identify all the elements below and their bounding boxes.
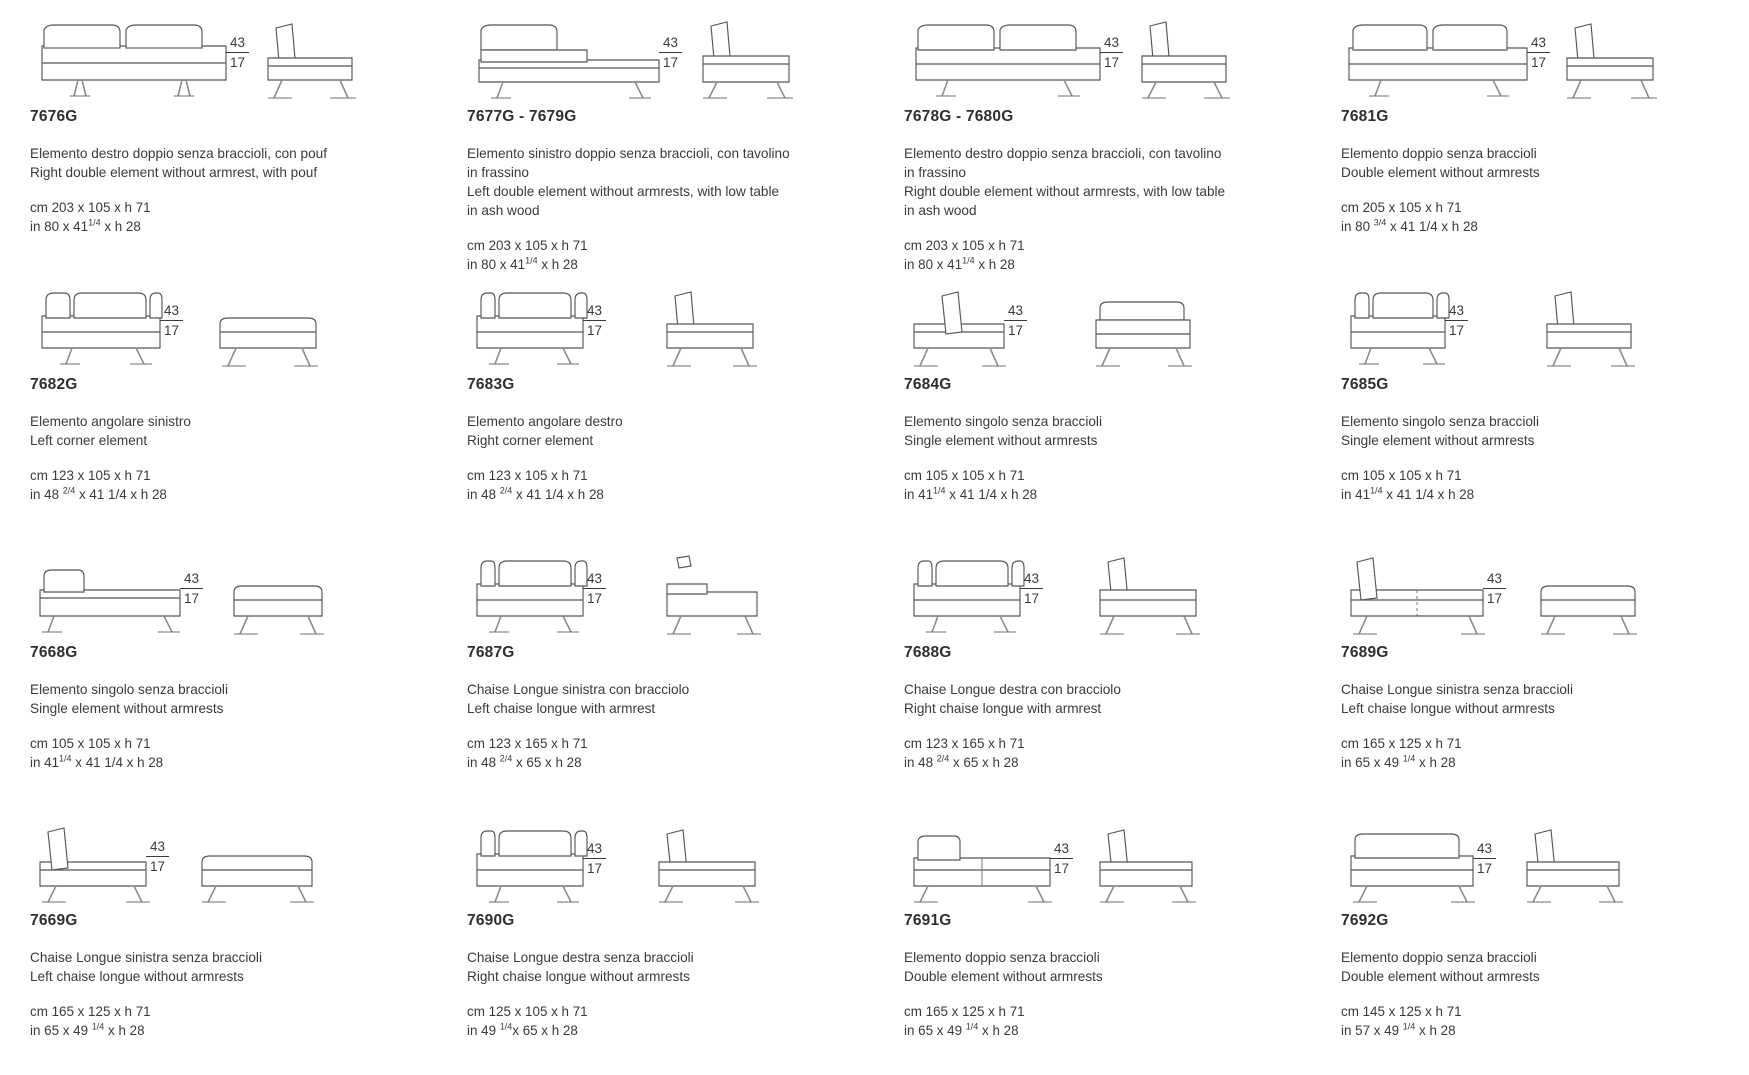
description-en: Left chaise longue with armrest [467, 701, 656, 716]
height-mark-7682g [160, 302, 183, 339]
sofa-elevation-drawing [467, 812, 787, 912]
dimensions-cm: cm 105 x 105 x h 71 [1341, 468, 1462, 483]
product-description [467, 144, 860, 220]
dim-in-fraction: 1/4 [499, 1021, 513, 1032]
height-bottom-value: 17 [1449, 323, 1465, 338]
description-en: Single element without armrests [904, 433, 1098, 448]
dim-in-suffix: x 65 x h 28 [512, 1023, 578, 1038]
dimensions-in [30, 217, 423, 236]
height-bottom-value: 17 [1477, 861, 1493, 876]
height-mark-7690g [583, 840, 606, 877]
height-top-value: 43 [226, 34, 249, 53]
height-top-value: 43 [1050, 840, 1073, 859]
description-it: Elemento singolo senza braccioli [904, 414, 1102, 429]
dim-in-fraction: 1/4 [88, 217, 101, 228]
height-top-value: 43 [583, 570, 606, 589]
height-top-value: 43 [1527, 34, 1550, 53]
catalog-item-7688g [874, 536, 1311, 804]
product-drawing-7691g [904, 804, 1297, 912]
product-code: 7668G [30, 644, 78, 661]
product-drawing-7676g [30, 0, 423, 108]
height-mark-7681g [1527, 34, 1550, 71]
height-mark-7684g [1004, 302, 1027, 339]
height-bottom-value: 17 [1008, 323, 1024, 338]
product-drawing-7688g [904, 536, 1297, 644]
sofa-elevation-drawing [467, 276, 787, 376]
product-dimensions [904, 734, 1297, 772]
height-top-value: 43 [146, 838, 169, 857]
product-description [1341, 948, 1734, 986]
product-dimensions [30, 198, 423, 236]
dim-in-fraction: 2/4 [936, 753, 950, 764]
catalog-item-7681g [1311, 0, 1748, 268]
sofa-elevation-drawing [904, 544, 1224, 644]
dim-in-prefix: in 48 [904, 755, 937, 770]
product-drawing-7687g [467, 536, 860, 644]
product-description [1341, 412, 1734, 450]
catalog-item-7676g [0, 0, 437, 268]
product-dimensions [904, 466, 1297, 504]
dimensions-in [30, 1021, 423, 1040]
description-en: Left corner element [30, 433, 148, 448]
product-code: 7682G [30, 376, 78, 393]
height-bottom-value: 17 [1054, 861, 1070, 876]
dimensions-cm: cm 105 x 105 x h 71 [30, 736, 151, 751]
description-it: Elemento doppio senza braccioli [1341, 146, 1537, 161]
height-mark-7669g [146, 838, 169, 875]
description-it: Elemento singolo senza braccioli [1341, 414, 1539, 429]
height-mark-7691g [1050, 840, 1073, 877]
dim-in-suffix: x 41 1/4 x h 28 [75, 487, 167, 502]
description-it: Elemento destro doppio senza braccioli, con pouf [30, 146, 327, 161]
height-top-value: 43 [583, 302, 606, 321]
sofa-elevation-drawing [30, 812, 350, 912]
dimensions-in [1341, 217, 1734, 236]
dim-in-prefix: in 65 x 49 [904, 1023, 966, 1038]
height-mark-7687g [583, 570, 606, 607]
dim-in-suffix: x 41 1/4 x h 28 [945, 487, 1038, 502]
sofa-elevation-drawing [30, 8, 360, 108]
description-en-line2: in ash wood [904, 203, 977, 218]
dim-in-suffix: x h 28 [100, 219, 141, 234]
product-description [30, 412, 423, 450]
product-code: 7683G [467, 376, 515, 393]
dimensions-cm: cm 203 x 105 x h 71 [904, 238, 1025, 253]
description-en-line2: in ash wood [467, 203, 540, 218]
catalog-item-7669g [0, 804, 437, 1072]
dim-in-fraction: 2/4 [499, 753, 513, 764]
description-it-line2: in frassino [467, 165, 529, 180]
dimensions-cm: cm 123 x 105 x h 71 [30, 468, 151, 483]
catalog-item-7684g [874, 268, 1311, 536]
dimensions-in [904, 485, 1297, 504]
product-code: 7676G [30, 108, 78, 125]
product-dimensions [904, 1002, 1297, 1040]
dim-in-suffix: x 65 x h 28 [512, 755, 582, 770]
height-bottom-value: 17 [1104, 55, 1120, 70]
dim-in-suffix: x h 28 [978, 1023, 1019, 1038]
dim-in-suffix: x h 28 [974, 257, 1015, 272]
dim-in-prefix: in 65 x 49 [1341, 755, 1403, 770]
dimensions-in [1341, 753, 1734, 772]
dimensions-in [904, 1021, 1297, 1040]
product-dimensions [1341, 1002, 1734, 1040]
product-drawing-7668g [30, 536, 423, 644]
description-en: Left chaise longue without armrests [30, 969, 244, 984]
product-description [467, 948, 860, 986]
dimensions-in [467, 753, 860, 772]
catalog-item-7683g [437, 268, 874, 536]
product-code: 7691G [904, 912, 952, 929]
dim-in-suffix: x 41 1/4 x h 28 [1386, 219, 1478, 234]
description-en: Single element without armrests [1341, 433, 1535, 448]
catalog-item-7689g [1311, 536, 1748, 804]
dim-in-suffix: x 41 1/4 x h 28 [1382, 487, 1475, 502]
dim-in-suffix: x 41 1/4 x h 28 [71, 755, 164, 770]
product-drawing-7669g [30, 804, 423, 912]
dim-in-fraction: 1/4 [1402, 1021, 1416, 1032]
description-it: Chaise Longue destra con bracciolo [904, 682, 1121, 697]
dim-in-fraction: 1/4 [1402, 753, 1416, 764]
product-drawing-7681g [1341, 0, 1734, 108]
sofa-elevation-drawing [467, 544, 787, 644]
product-dimensions [467, 734, 860, 772]
product-dimensions [30, 466, 423, 504]
description-en: Double element without armrests [1341, 969, 1540, 984]
product-code: 7684G [904, 376, 952, 393]
dimensions-in [1341, 485, 1734, 504]
height-bottom-value: 17 [663, 55, 679, 70]
description-it: Chaise Longue destra senza braccioli [467, 950, 694, 965]
product-description [904, 948, 1297, 986]
height-mark-7678g [1100, 34, 1123, 71]
product-dimensions [1341, 466, 1734, 504]
dimensions-cm: cm 123 x 165 x h 71 [467, 736, 588, 751]
dim-in-prefix: in 48 [30, 487, 63, 502]
dim-in-prefix: in 80 x 41 [904, 257, 963, 272]
dimensions-cm: cm 203 x 105 x h 71 [30, 200, 151, 215]
description-it: Elemento angolare destro [467, 414, 623, 429]
dim-in-prefix: in 80 x 41 [467, 257, 526, 272]
product-description [467, 412, 860, 450]
description-en: Right chaise longue without armrests [467, 969, 690, 984]
height-top-value: 43 [1004, 302, 1027, 321]
dimensions-cm: cm 165 x 125 x h 71 [904, 1004, 1025, 1019]
dim-in-prefix: in 41 [30, 755, 60, 770]
catalog-item-7690g [437, 804, 874, 1072]
dimensions-cm: cm 165 x 125 x h 71 [30, 1004, 151, 1019]
product-description [904, 412, 1297, 450]
sofa-elevation-drawing [1341, 276, 1661, 376]
height-bottom-value: 17 [1024, 591, 1040, 606]
height-top-value: 43 [160, 302, 183, 321]
sofa-elevation-drawing [1341, 812, 1661, 912]
product-drawing-7684g [904, 268, 1297, 376]
product-description [30, 144, 423, 182]
height-bottom-value: 17 [1531, 55, 1547, 70]
height-bottom-value: 17 [164, 323, 180, 338]
dim-in-fraction: 1/4 [933, 485, 946, 496]
height-bottom-value: 17 [230, 55, 246, 70]
dim-in-suffix: x 65 x h 28 [949, 755, 1019, 770]
product-code: 7685G [1341, 376, 1389, 393]
product-code: 7681G [1341, 108, 1389, 125]
description-en: Right double element without armrests, with low table [904, 184, 1226, 199]
dim-in-prefix: in 48 [467, 487, 500, 502]
sofa-elevation-drawing [30, 276, 350, 376]
product-description [1341, 144, 1734, 182]
description-it: Elemento doppio senza braccioli [904, 950, 1100, 965]
product-code: 7690G [467, 912, 515, 929]
dim-in-prefix: in 49 [467, 1023, 500, 1038]
product-code: 7688G [904, 644, 952, 661]
product-drawing-7677g [467, 0, 860, 108]
description-en: Right corner element [467, 433, 594, 448]
sofa-elevation-drawing [467, 8, 797, 108]
height-mark-7676g [226, 34, 249, 71]
dimensions-in [1341, 1021, 1734, 1040]
height-top-value: 43 [1473, 840, 1496, 859]
height-top-value: 43 [659, 34, 682, 53]
description-en: Double element without armrests [904, 969, 1103, 984]
product-code: 7669G [30, 912, 78, 929]
dim-in-prefix: in 41 [1341, 487, 1371, 502]
dim-in-prefix: in 80 x 41 [30, 219, 89, 234]
product-description [904, 680, 1297, 718]
dim-in-fraction: 1/4 [965, 1021, 979, 1032]
dimensions-cm: cm 105 x 105 x h 71 [904, 468, 1025, 483]
description-it: Chaise Longue sinistra con bracciolo [467, 682, 690, 697]
height-mark-7688g [1020, 570, 1043, 607]
dimensions-cm: cm 145 x 125 x h 71 [1341, 1004, 1462, 1019]
product-dimensions [30, 1002, 423, 1040]
sofa-elevation-drawing [1341, 8, 1661, 108]
catalog-item-7682g [0, 268, 437, 536]
dimensions-in [30, 485, 423, 504]
height-bottom-value: 17 [150, 859, 166, 874]
height-mark-7689g [1483, 570, 1506, 607]
dim-in-prefix: in 80 [1341, 219, 1374, 234]
product-dimensions [1341, 734, 1734, 772]
dim-in-fraction: 1/4 [1370, 485, 1383, 496]
product-drawing-7683g [467, 268, 860, 376]
product-dimensions [1341, 198, 1734, 236]
height-mark-7692g [1473, 840, 1496, 877]
product-description [1341, 680, 1734, 718]
sofa-elevation-drawing [904, 276, 1224, 376]
description-it: Elemento sinistro doppio senza braccioli, con tavolino [467, 146, 790, 161]
dimensions-cm: cm 165 x 125 x h 71 [1341, 736, 1462, 751]
dim-in-suffix: x h 28 [1415, 755, 1456, 770]
product-dimensions [467, 1002, 860, 1040]
dimensions-cm: cm 205 x 105 x h 71 [1341, 200, 1462, 215]
description-it: Chaise Longue sinistra senza braccioli [30, 950, 262, 965]
height-bottom-value: 17 [587, 861, 603, 876]
product-drawing-7685g [1341, 268, 1734, 376]
catalog-item-7677g-7679g [437, 0, 874, 272]
catalog-item-7687g [437, 536, 874, 804]
height-top-value: 43 [1020, 570, 1043, 589]
product-description [904, 144, 1297, 220]
description-en: Single element without armrests [30, 701, 224, 716]
dim-in-fraction: 1/4 [91, 1021, 105, 1032]
description-en: Double element without armrests [1341, 165, 1540, 180]
description-en: Left double element without armrests, with low table [467, 184, 780, 199]
sofa-elevation-drawing [904, 8, 1234, 108]
catalog-item-7691g [874, 804, 1311, 1072]
product-drawing-7682g [30, 268, 423, 376]
dimensions-in [30, 753, 423, 772]
dim-in-suffix: x h 28 [104, 1023, 145, 1038]
dimensions-in [467, 1021, 860, 1040]
height-top-value: 43 [1483, 570, 1506, 589]
height-mark-7668g [180, 570, 203, 607]
height-top-value: 43 [1100, 34, 1123, 53]
dim-in-suffix: x 41 1/4 x h 28 [512, 487, 604, 502]
product-code: 7677G - 7679G [467, 108, 577, 125]
dimensions-cm: cm 125 x 105 x h 71 [467, 1004, 588, 1019]
dim-in-fraction: 3/4 [1373, 217, 1387, 228]
dimensions-cm: cm 123 x 165 x h 71 [904, 736, 1025, 751]
height-mark-7685g [1445, 302, 1468, 339]
product-description [30, 680, 423, 718]
product-dimensions [467, 466, 860, 504]
description-en: Right chaise longue with armrest [904, 701, 1102, 716]
height-top-value: 43 [180, 570, 203, 589]
height-top-value: 43 [583, 840, 606, 859]
product-code: 7692G [1341, 912, 1389, 929]
height-top-value: 43 [1445, 302, 1468, 321]
dim-in-fraction: 1/4 [962, 255, 975, 266]
dim-in-fraction: 1/4 [525, 255, 538, 266]
dimensions-in [904, 753, 1297, 772]
product-code: 7689G [1341, 644, 1389, 661]
description-en: Left chaise longue without armrests [1341, 701, 1555, 716]
dim-in-prefix: in 41 [904, 487, 934, 502]
product-code: 7678G - 7680G [904, 108, 1014, 125]
product-drawing-7692g [1341, 804, 1734, 912]
dim-in-prefix: in 48 [467, 755, 500, 770]
catalog-item-7692g [1311, 804, 1748, 1072]
height-bottom-value: 17 [184, 591, 200, 606]
dim-in-fraction: 2/4 [62, 485, 76, 496]
catalog-item-7668g [0, 536, 437, 804]
description-it: Elemento destro doppio senza braccioli, con tavolino [904, 146, 1222, 161]
dimensions-cm: cm 123 x 105 x h 71 [467, 468, 588, 483]
dim-in-suffix: x h 28 [1415, 1023, 1456, 1038]
height-mark-7677g [659, 34, 682, 71]
dim-in-fraction: 1/4 [59, 753, 72, 764]
dim-in-prefix: in 65 x 49 [30, 1023, 92, 1038]
height-bottom-value: 17 [587, 323, 603, 338]
dim-in-prefix: in 57 x 49 [1341, 1023, 1403, 1038]
description-it: Chaise Longue sinistra senza braccioli [1341, 682, 1573, 697]
dimensions-in [467, 485, 860, 504]
product-description [467, 680, 860, 718]
product-drawing-7689g [1341, 536, 1734, 644]
dim-in-suffix: x h 28 [537, 257, 578, 272]
description-it: Elemento doppio senza braccioli [1341, 950, 1537, 965]
description-it-line2: in frassino [904, 165, 966, 180]
product-drawing-7678g [904, 0, 1297, 108]
product-description [30, 948, 423, 986]
catalog-item-7685g [1311, 268, 1748, 536]
dimensions-cm: cm 203 x 105 x h 71 [467, 238, 588, 253]
height-bottom-value: 17 [587, 591, 603, 606]
product-drawing-7690g [467, 804, 860, 912]
height-bottom-value: 17 [1487, 591, 1503, 606]
description-it: Elemento angolare sinistro [30, 414, 191, 429]
catalog-item-7678g-7680g [874, 0, 1311, 272]
product-dimensions [30, 734, 423, 772]
description-it: Elemento singolo senza braccioli [30, 682, 228, 697]
product-code: 7687G [467, 644, 515, 661]
description-en: Right double element without armrest, with pouf [30, 165, 318, 180]
height-mark-7683g [583, 302, 606, 339]
dim-in-fraction: 2/4 [499, 485, 513, 496]
